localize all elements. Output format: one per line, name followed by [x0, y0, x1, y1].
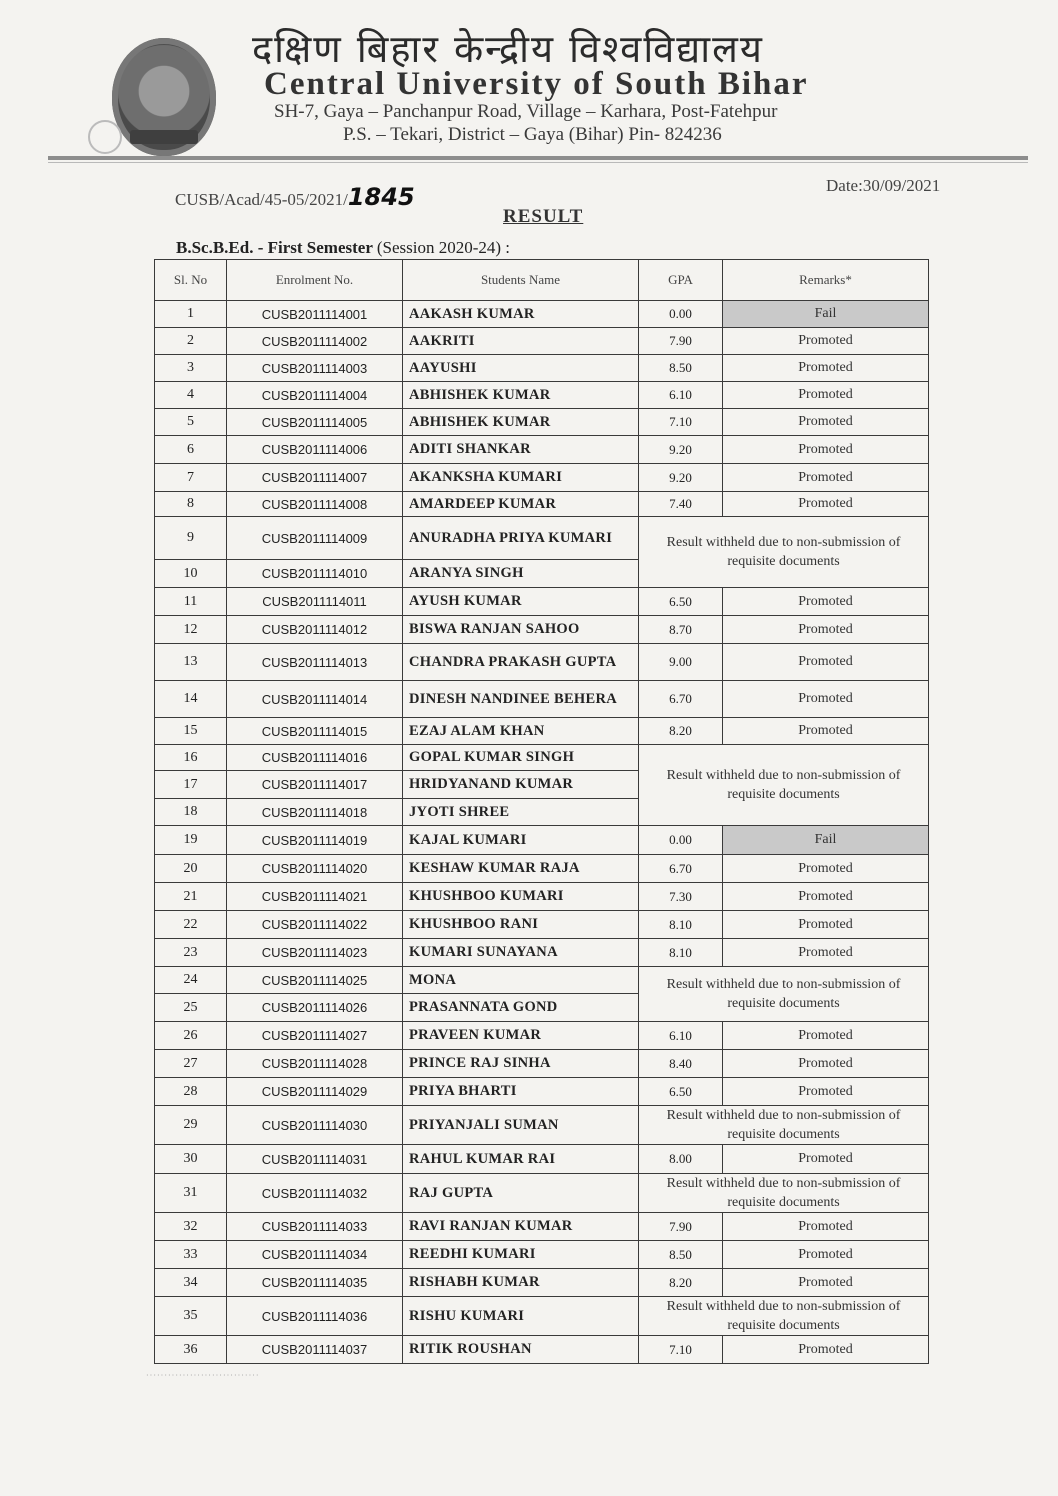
row-remarks: Promoted: [723, 328, 929, 355]
row-student-name: ARANYA SINGH: [403, 560, 639, 588]
table-row: [155, 1213, 929, 1241]
row-gpa: 7.10: [639, 409, 723, 436]
table-row: [155, 328, 929, 355]
row-gpa: 6.50: [639, 588, 723, 616]
row-sl-no: 14: [155, 681, 227, 718]
row-student-name: ABHISHEK KUMAR: [403, 409, 639, 436]
row-enrolment-no: CUSB2011114001: [227, 301, 403, 328]
row-remarks: Promoted: [723, 1269, 929, 1297]
table-row: [155, 939, 929, 967]
row-student-name: AMARDEEP KUMAR: [403, 492, 639, 517]
row-sl-no: 5: [155, 409, 227, 436]
table-row: [155, 1022, 929, 1050]
row-student-name: RISHU KUMARI: [403, 1297, 639, 1336]
row-remarks: Promoted: [723, 1050, 929, 1078]
row-gpa: 8.70: [639, 616, 723, 644]
row-student-name: KHUSHBOO KUMARI: [403, 883, 639, 911]
row-enrolment-no: CUSB2011114034: [227, 1241, 403, 1269]
row-gpa: 6.70: [639, 855, 723, 883]
table-row: [155, 644, 929, 681]
row-gpa: 8.50: [639, 1241, 723, 1269]
row-remarks: Promoted: [723, 883, 929, 911]
row-student-name: AKANKSHA KUMARI: [403, 464, 639, 492]
row-student-name: MONA: [403, 967, 639, 994]
row-enrolment-no: CUSB2011114013: [227, 644, 403, 681]
table-row: [155, 492, 929, 517]
row-gpa: 8.10: [639, 911, 723, 939]
university-seal-logo: [112, 38, 216, 156]
row-remarks: Fail: [723, 826, 929, 855]
row-student-name: RAHUL KUMAR RAI: [403, 1145, 639, 1174]
row-sl-no: 19: [155, 826, 227, 855]
row-sl-no: 11: [155, 588, 227, 616]
table-row: [155, 517, 929, 560]
row-sl-no: 34: [155, 1269, 227, 1297]
table-row: [155, 464, 929, 492]
row-student-name: PRIYANJALI SUMAN: [403, 1106, 639, 1145]
row-remarks-withheld: Result withheld due to non-submission of requisite documents: [639, 1174, 929, 1213]
table-row: [155, 588, 929, 616]
row-gpa: 8.40: [639, 1050, 723, 1078]
row-remarks: Promoted: [723, 1213, 929, 1241]
row-sl-no: 31: [155, 1174, 227, 1213]
table-row: [155, 1269, 929, 1297]
row-enrolment-no: CUSB2011114009: [227, 517, 403, 560]
row-student-name: KAJAL KUMARI: [403, 826, 639, 855]
row-enrolment-no: CUSB2011114030: [227, 1106, 403, 1145]
university-name-hindi: दक्षिण बिहार केन्द्रीय विश्वविद्यालय: [252, 27, 764, 71]
row-enrolment-no: CUSB2011114016: [227, 745, 403, 771]
table-row: [155, 826, 929, 855]
row-student-name: AAKRITI: [403, 328, 639, 355]
row-remarks: Promoted: [723, 718, 929, 745]
row-enrolment-no: CUSB2011114011: [227, 588, 403, 616]
row-enrolment-no: CUSB2011114010: [227, 560, 403, 588]
row-enrolment-no: CUSB2011114004: [227, 382, 403, 409]
row-enrolment-no: CUSB2011114015: [227, 718, 403, 745]
row-student-name: BISWA RANJAN SAHOO: [403, 616, 639, 644]
row-gpa: 6.50: [639, 1078, 723, 1106]
row-sl-no: 10: [155, 560, 227, 588]
result-table: [154, 259, 929, 1364]
program-subtitle: [176, 238, 510, 258]
row-student-name: AAKASH KUMAR: [403, 301, 639, 328]
table-row: [155, 355, 929, 382]
row-student-name: CHANDRA PRAKASH GUPTA: [403, 644, 639, 681]
row-gpa: 0.00: [639, 826, 723, 855]
row-sl-no: 15: [155, 718, 227, 745]
row-gpa: 8.50: [639, 355, 723, 382]
row-remarks: Promoted: [723, 436, 929, 464]
seal-ring-mark: [88, 120, 122, 154]
row-remarks-withheld: Result withheld due to non-submission of requisite documents: [639, 1106, 929, 1145]
row-student-name: ANURADHA PRIYA KUMARI: [403, 517, 639, 560]
row-gpa: 6.10: [639, 382, 723, 409]
row-enrolment-no: CUSB2011114017: [227, 771, 403, 799]
row-enrolment-no: CUSB2011114006: [227, 436, 403, 464]
header-divider: [48, 156, 1028, 160]
row-enrolment-no: CUSB2011114003: [227, 355, 403, 382]
table-row: [155, 382, 929, 409]
table-row: [155, 745, 929, 771]
table-row: [155, 1078, 929, 1106]
row-sl-no: 21: [155, 883, 227, 911]
row-sl-no: 6: [155, 436, 227, 464]
row-remarks: Promoted: [723, 681, 929, 718]
row-remarks: Promoted: [723, 1078, 929, 1106]
row-sl-no: 20: [155, 855, 227, 883]
row-enrolment-no: CUSB2011114022: [227, 911, 403, 939]
row-enrolment-no: CUSB2011114012: [227, 616, 403, 644]
row-sl-no: 2: [155, 328, 227, 355]
row-remarks: Promoted: [723, 464, 929, 492]
row-remarks: Fail: [723, 301, 929, 328]
row-enrolment-no: CUSB2011114026: [227, 994, 403, 1022]
row-enrolment-no: CUSB2011114037: [227, 1336, 403, 1364]
table-row: [155, 1106, 929, 1145]
row-remarks: Promoted: [723, 1241, 929, 1269]
row-student-name: JYOTI SHREE: [403, 799, 639, 826]
row-remarks: Promoted: [723, 355, 929, 382]
row-student-name: PRINCE RAJ SINHA: [403, 1050, 639, 1078]
row-remarks-withheld: Result withheld due to non-submission of requisite documents: [639, 967, 929, 1022]
address-line-1: SH-7, Gaya – Panchanpur Road, Village – Karhara, Post-Fatehpur: [274, 101, 778, 122]
table-row: [155, 1297, 929, 1336]
row-remarks: Promoted: [723, 1022, 929, 1050]
row-remarks: Promoted: [723, 855, 929, 883]
row-enrolment-no: CUSB2011114028: [227, 1050, 403, 1078]
page-title: RESULT: [503, 206, 584, 227]
table-row: [155, 681, 929, 718]
table-row: [155, 883, 929, 911]
row-enrolment-no: CUSB2011114007: [227, 464, 403, 492]
row-remarks: Promoted: [723, 939, 929, 967]
row-enrolment-no: CUSB2011114008: [227, 492, 403, 517]
row-enrolment-no: CUSB2011114014: [227, 681, 403, 718]
table-row: [155, 1145, 929, 1174]
row-sl-no: 8: [155, 492, 227, 517]
row-sl-no: 32: [155, 1213, 227, 1241]
row-remarks: Promoted: [723, 1145, 929, 1174]
row-enrolment-no: CUSB2011114027: [227, 1022, 403, 1050]
row-sl-no: 35: [155, 1297, 227, 1336]
header-gpa: GPA: [639, 260, 723, 301]
row-gpa: 8.00: [639, 1145, 723, 1174]
row-student-name: PRAVEEN KUMAR: [403, 1022, 639, 1050]
table-row: [155, 436, 929, 464]
row-enrolment-no: CUSB2011114020: [227, 855, 403, 883]
table-row: [155, 301, 929, 328]
row-sl-no: 18: [155, 799, 227, 826]
table-row: [155, 1050, 929, 1078]
row-enrolment-no: CUSB2011114023: [227, 939, 403, 967]
row-enrolment-no: CUSB2011114029: [227, 1078, 403, 1106]
row-remarks: Promoted: [723, 382, 929, 409]
row-remarks: Promoted: [723, 492, 929, 517]
row-gpa: 6.10: [639, 1022, 723, 1050]
row-sl-no: 13: [155, 644, 227, 681]
row-enrolment-no: CUSB2011114025: [227, 967, 403, 994]
university-name-english: Central University of South Bihar: [264, 66, 809, 102]
row-sl-no: 27: [155, 1050, 227, 1078]
row-student-name: DINESH NANDINEE BEHERA: [403, 681, 639, 718]
row-gpa: 9.20: [639, 436, 723, 464]
row-student-name: AYUSH KUMAR: [403, 588, 639, 616]
row-remarks: Promoted: [723, 409, 929, 436]
row-remarks-withheld: Result withheld due to non-submission of requisite documents: [639, 517, 929, 588]
header-remarks: Remarks*: [723, 260, 929, 301]
row-sl-no: 22: [155, 911, 227, 939]
row-gpa: 7.90: [639, 328, 723, 355]
document-date: Date:30/09/2021: [826, 176, 941, 195]
row-enrolment-no: CUSB2011114019: [227, 826, 403, 855]
header-student-name: Students Name: [403, 260, 639, 301]
row-student-name: KUMARI SUNAYANA: [403, 939, 639, 967]
row-gpa: 9.00: [639, 644, 723, 681]
row-gpa: 8.10: [639, 939, 723, 967]
row-student-name: KHUSHBOO RANI: [403, 911, 639, 939]
row-sl-no: 1: [155, 301, 227, 328]
table-row: [155, 911, 929, 939]
header-divider-thin: [48, 162, 1028, 163]
table-row: [155, 616, 929, 644]
row-gpa: 6.70: [639, 681, 723, 718]
table-row: [155, 1174, 929, 1213]
program-name: B.Sc.B.Ed. - First Semester: [176, 238, 373, 257]
row-sl-no: 9: [155, 517, 227, 560]
page-footer-mark: ·······························: [146, 1371, 260, 1380]
row-student-name: RISHABH KUMAR: [403, 1269, 639, 1297]
row-sl-no: 23: [155, 939, 227, 967]
row-enrolment-no: CUSB2011114033: [227, 1213, 403, 1241]
row-student-name: GOPAL KUMAR SINGH: [403, 745, 639, 771]
header-enrolment-no: Enrolment No.: [227, 260, 403, 301]
row-sl-no: 26: [155, 1022, 227, 1050]
row-enrolment-no: CUSB2011114036: [227, 1297, 403, 1336]
row-gpa: 7.30: [639, 883, 723, 911]
row-sl-no: 33: [155, 1241, 227, 1269]
header-sl-no: Sl. No: [155, 260, 227, 301]
reference-number: [175, 183, 415, 211]
row-enrolment-no: CUSB2011114021: [227, 883, 403, 911]
row-remarks-withheld: Result withheld due to non-submission of requisite documents: [639, 745, 929, 826]
row-gpa: 0.00: [639, 301, 723, 328]
row-student-name: EZAJ ALAM KHAN: [403, 718, 639, 745]
table-header-row: [155, 260, 929, 301]
row-remarks: Promoted: [723, 911, 929, 939]
row-sl-no: 30: [155, 1145, 227, 1174]
table-row: [155, 1241, 929, 1269]
row-enrolment-no: CUSB2011114031: [227, 1145, 403, 1174]
reference-handwritten-number: 1845: [347, 183, 415, 211]
row-remarks: Promoted: [723, 616, 929, 644]
row-student-name: RITIK ROUSHAN: [403, 1336, 639, 1364]
row-enrolment-no: CUSB2011114035: [227, 1269, 403, 1297]
row-gpa: 7.90: [639, 1213, 723, 1241]
table-row: [155, 718, 929, 745]
row-student-name: ABHISHEK KUMAR: [403, 382, 639, 409]
row-remarks-withheld: Result withheld due to non-submission of requisite documents: [639, 1297, 929, 1336]
row-sl-no: 3: [155, 355, 227, 382]
reference-prefix: CUSB/Acad/45-05/2021/: [175, 190, 348, 209]
row-enrolment-no: CUSB2011114002: [227, 328, 403, 355]
row-gpa: 8.20: [639, 718, 723, 745]
row-sl-no: 25: [155, 994, 227, 1022]
row-sl-no: 28: [155, 1078, 227, 1106]
row-student-name: REEDHI KUMARI: [403, 1241, 639, 1269]
session-label: (Session 2020-24) :: [376, 238, 511, 257]
row-gpa: 8.20: [639, 1269, 723, 1297]
row-sl-no: 29: [155, 1106, 227, 1145]
address-line-2: P.S. – Tekari, District – Gaya (Bihar) Pin- 824236: [343, 124, 722, 145]
row-sl-no: 12: [155, 616, 227, 644]
row-sl-no: 7: [155, 464, 227, 492]
row-sl-no: 36: [155, 1336, 227, 1364]
row-student-name: KESHAW KUMAR RAJA: [403, 855, 639, 883]
row-student-name: RAJ GUPTA: [403, 1174, 639, 1213]
row-remarks: Promoted: [723, 588, 929, 616]
row-enrolment-no: CUSB2011114032: [227, 1174, 403, 1213]
table-row: [155, 855, 929, 883]
row-student-name: HRIDYANAND KUMAR: [403, 771, 639, 799]
row-enrolment-no: CUSB2011114005: [227, 409, 403, 436]
row-gpa: 9.20: [639, 464, 723, 492]
row-student-name: RAVI RANJAN KUMAR: [403, 1213, 639, 1241]
row-student-name: ADITI SHANKAR: [403, 436, 639, 464]
row-sl-no: 4: [155, 382, 227, 409]
row-remarks: Promoted: [723, 644, 929, 681]
row-enrolment-no: CUSB2011114018: [227, 799, 403, 826]
table-row: [155, 1336, 929, 1364]
row-sl-no: 16: [155, 745, 227, 771]
row-remarks: Promoted: [723, 1336, 929, 1364]
row-sl-no: 24: [155, 967, 227, 994]
row-gpa: 7.40: [639, 492, 723, 517]
row-student-name: AAYUSHI: [403, 355, 639, 382]
table-row: [155, 967, 929, 994]
row-student-name: PRASANNATA GOND: [403, 994, 639, 1022]
table-row: [155, 409, 929, 436]
row-student-name: PRIYA BHARTI: [403, 1078, 639, 1106]
row-gpa: 7.10: [639, 1336, 723, 1364]
row-sl-no: 17: [155, 771, 227, 799]
